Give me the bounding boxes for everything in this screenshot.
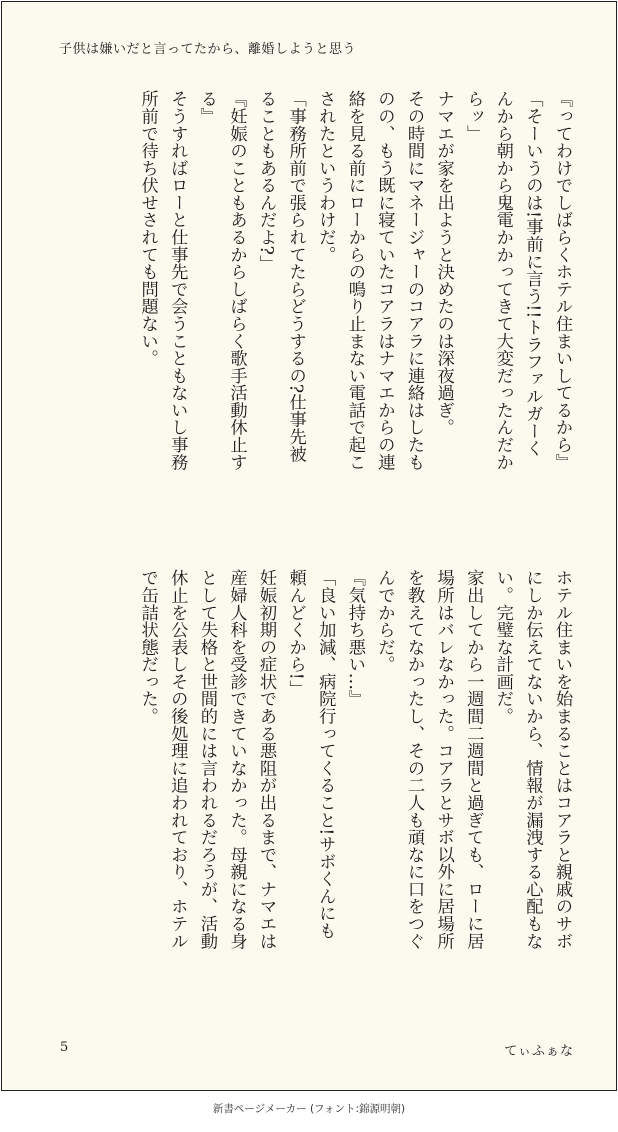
text-line: い。完璧な計画だ。 xyxy=(492,569,513,725)
text-line: その時間にマネージャーのコアラに連絡はしたも xyxy=(404,90,425,471)
text-block-lower xyxy=(132,569,576,1009)
text-line: 家出してから一週間二週間と過ぎても、ローに居 xyxy=(463,569,484,950)
text-line: ることもあるんだよ?」 xyxy=(256,90,277,273)
text-line: 「そーいうのは!事前に言う!!トラファルガーく xyxy=(522,90,543,457)
text-line: 産婦人科を受診できていなかった。母親になる身 xyxy=(226,569,247,950)
page-number: 5 xyxy=(60,1040,69,1055)
author-name: てぃふぁな xyxy=(504,1044,574,1059)
text-line: 「良い加減、病院行ってくること!サボくんにも xyxy=(315,569,336,940)
text-line: されたというわけだ。 xyxy=(315,90,336,263)
text-line: のの、もう既に寝ていたコアラはナマエからの連 xyxy=(374,90,395,471)
text-line: る』 xyxy=(196,90,217,125)
text-line: 休止を公表しその後処理に追われており、ホテル xyxy=(167,569,188,950)
text-line: らッ」 xyxy=(463,90,484,142)
text-block-upper xyxy=(132,90,576,530)
text-line: 『気持ち悪い…』 xyxy=(344,569,365,708)
text-line: ホテル住まいを始まることはコアラと親戚のサボ xyxy=(552,569,572,950)
generator-credit: 新書ページメーカー (フォント:錦源明朝) xyxy=(212,1103,406,1115)
text-line: として失格と世間的には言われるだろうが、活動 xyxy=(196,569,217,950)
book-page xyxy=(1,1,617,1091)
text-line: そうすればローと仕事先で会うこともないし事務 xyxy=(167,90,188,471)
text-line: 『妊娠のこともあるからしばらく歌手活動休止す xyxy=(226,90,247,471)
text-line: 「事務所前で張られてたらどうするの?仕事先被 xyxy=(285,90,306,463)
text-line: 頼んどくから!」 xyxy=(285,569,306,697)
text-line: 『ってわけでしばらくホテル住まいしてるから』 xyxy=(552,90,572,471)
text-line: 妊娠初期の症状である悪阻が出るまで、ナマエは xyxy=(256,569,277,950)
text-line: んから朝から鬼電かかってきて大変だったんだか xyxy=(492,90,513,471)
text-line: 所前で待ち伏せされても問題ない。 xyxy=(137,90,158,367)
chapter-title: 子供は嫌いだと言ってたから、離婚しようと思う xyxy=(59,42,357,57)
text-line: ナマエが家を出ようと決めたのは深夜過ぎ。 xyxy=(433,90,454,436)
text-line: 絡を見る前にローからの鳴り止まない電話で起こ xyxy=(344,90,365,471)
text-line: を教えてなかったし、その二人も頑なに口をつぐ xyxy=(404,569,425,950)
text-line: にしか伝えてないから、情報が漏洩する心配もな xyxy=(522,569,543,950)
text-line: 場所はバレなかった。コアラとサボ以外に居場所 xyxy=(433,569,454,950)
text-line: んでからだ。 xyxy=(374,569,395,673)
text-line: で缶詰状態だった。 xyxy=(137,569,158,725)
